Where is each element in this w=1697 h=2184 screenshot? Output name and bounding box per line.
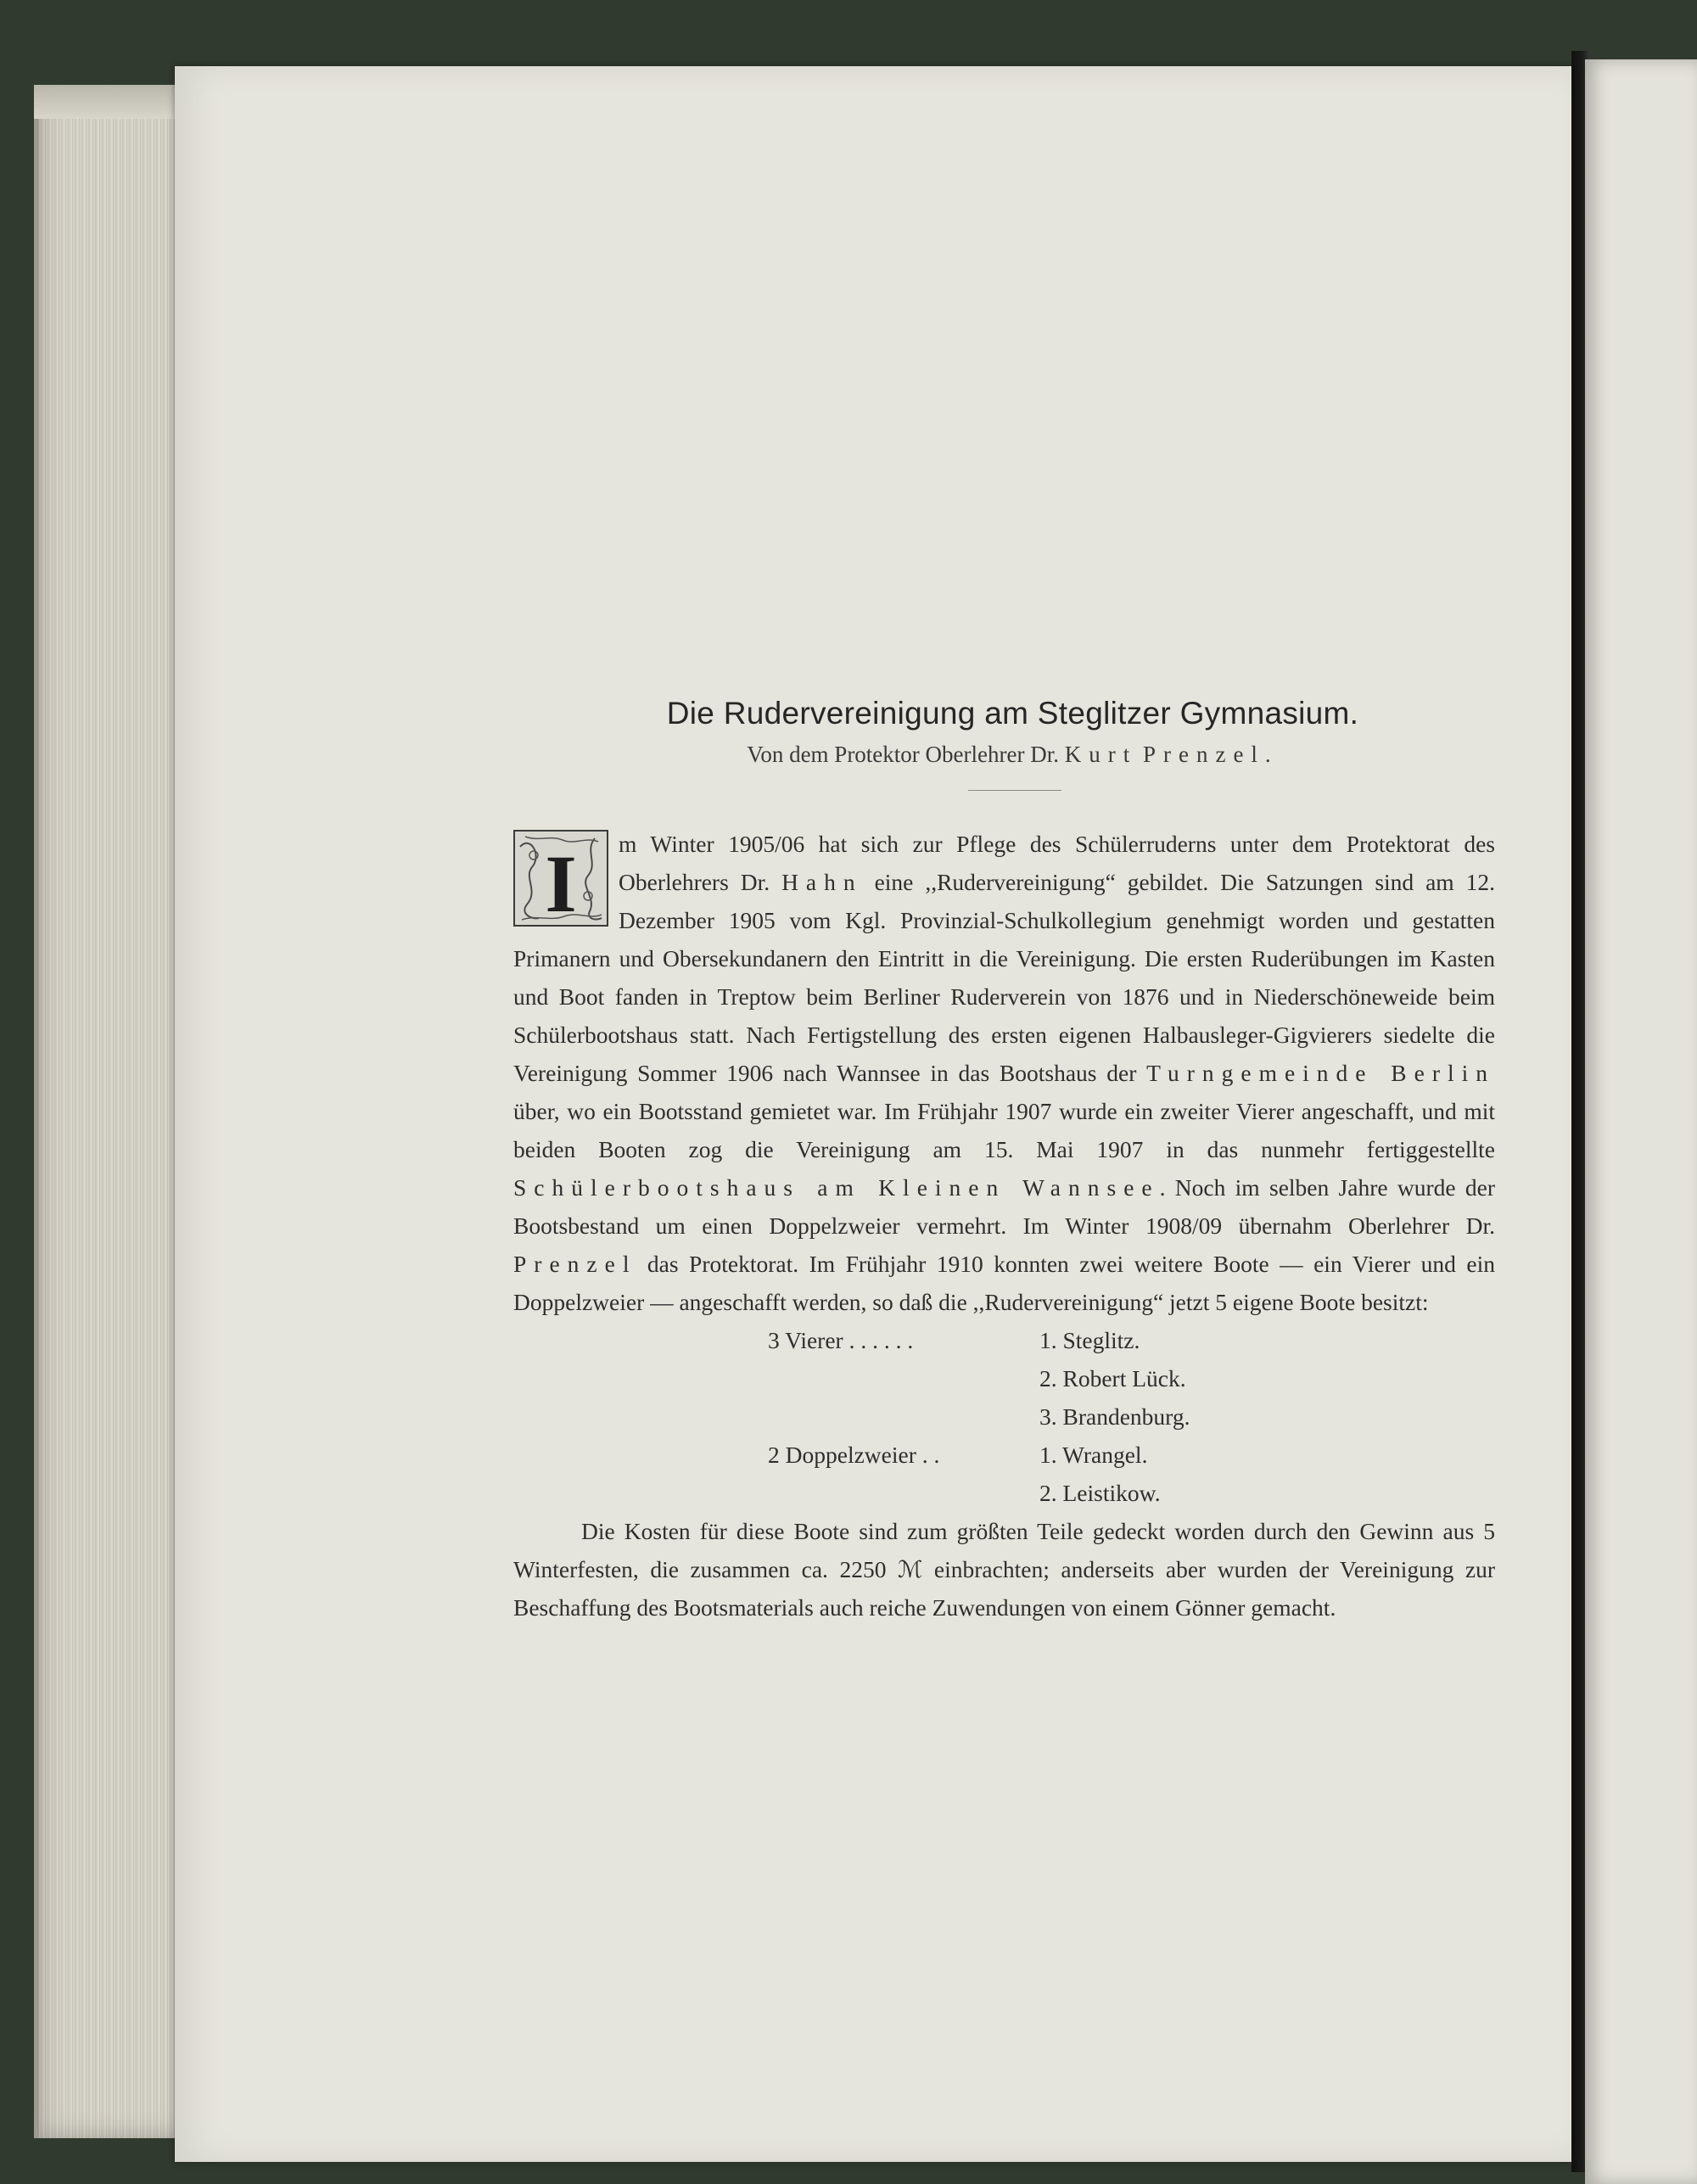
author-last-name: Prenzel. — [1142, 742, 1279, 767]
paragraph-1-text-e: das Protektorat. Im Frühjahr 1910 konnten zwei weitere Boote — ein Vierer und ein Doppelzweier — angeschafft werden, so daß die ,,Rudervereinigung“ jetzt 5 eigene Boote besitzt: — [513, 1251, 1495, 1315]
article-title: Die Rudervereinigung am Steglitzer Gymnasium. — [666, 696, 1359, 731]
article — [513, 696, 1495, 1627]
boat-item: 2. Robert Lück. — [1039, 1365, 1186, 1392]
boat-list — [513, 1321, 1495, 1512]
boat-category-doppelzweier: 2 Doppelzweier . . — [768, 1442, 940, 1468]
paragraph-1-text-b: eine ,,Rudervereinigung“ gebildet. Die Satzungen sind am 12. Dezember 1905 vom Kgl. Provinzial-Schulkollegium genehmigt worden und gestatten Primanern und Obersekundanern den Eintritt in die Vereinigung. Die ersten Ruderübungen im Kasten und Boot fanden in Treptow beim Berliner Ruderverein von 1876 und in Niederschöneweide beim Schülerbootshaus statt. Nach Fertigstellung des ersten eigenen Halbausleger-Gigvierers siedelte die Vereinigung Sommer 1906 nach Wannsee in das Bootshaus der — [513, 869, 1496, 1086]
boat-item: 1. Wrangel. — [1039, 1442, 1148, 1468]
name-prenzel: Prenzel — [513, 1251, 637, 1277]
name-bootshaus: Schülerbootshaus am Kleinen Wannsee — [513, 1174, 1160, 1201]
author-first-name: Kurt — [1064, 742, 1138, 767]
name-hahn: Hahn — [781, 869, 863, 895]
boat-item: 2. Leistikow. — [1039, 1480, 1161, 1506]
facing-page — [1585, 59, 1697, 2184]
paragraph-1 — [513, 825, 1495, 1321]
boat-item: 1. Steglitz. — [1039, 1327, 1140, 1353]
paragraph-1-text-a: m Winter 1905/06 hat sich zur Pflege des Schülerruderns unter dem Protektorat des Oberlehrers Dr. — [619, 831, 1495, 895]
title-divider — [968, 790, 1061, 791]
byline-prefix: Von dem Protektor Oberlehrer Dr. — [747, 742, 1059, 767]
paragraph-2: Die Kosten für diese Boote sind zum größten Teile gedeckt worden durch den Gewinn aus 5 Winterfesten, die zusammen ca. 2250 ℳ einbrachten; anderseits aber wurden der Vereinigung zur Beschaffung des Bootsmaterials auch reiche Zuwendungen von einem Gönner gemacht. — [513, 1518, 1495, 1621]
ornamental-initial — [513, 830, 608, 927]
page-edges-top — [34, 85, 182, 119]
byline — [513, 742, 1495, 768]
boat-item: 3. Brandenburg. — [1039, 1403, 1190, 1430]
page-edges — [34, 85, 188, 2138]
paragraph-1-text-c: über, wo ein Bootsstand gemietet war. Im Frühjahr 1907 wurde ein zweiter Vierer angeschafft, und mit beiden Booten zog die Vereinigung am 15. Mai 1907 in das nunmehr fertiggestellte — [513, 1098, 1495, 1162]
paragraph-1-text-d: . Noch im selben Jahre wurde der Bootsbestand um einen Doppelzweier vermehrt. Im Winter 1908/09 übernahm Oberlehrer Dr. — [513, 1174, 1495, 1239]
name-turngemeinde: Turngemeinde Berlin — [1146, 1060, 1496, 1086]
dropcap-letter: I — [545, 838, 577, 927]
boat-category-vierer: 3 Vierer . . . . . . — [768, 1327, 914, 1353]
